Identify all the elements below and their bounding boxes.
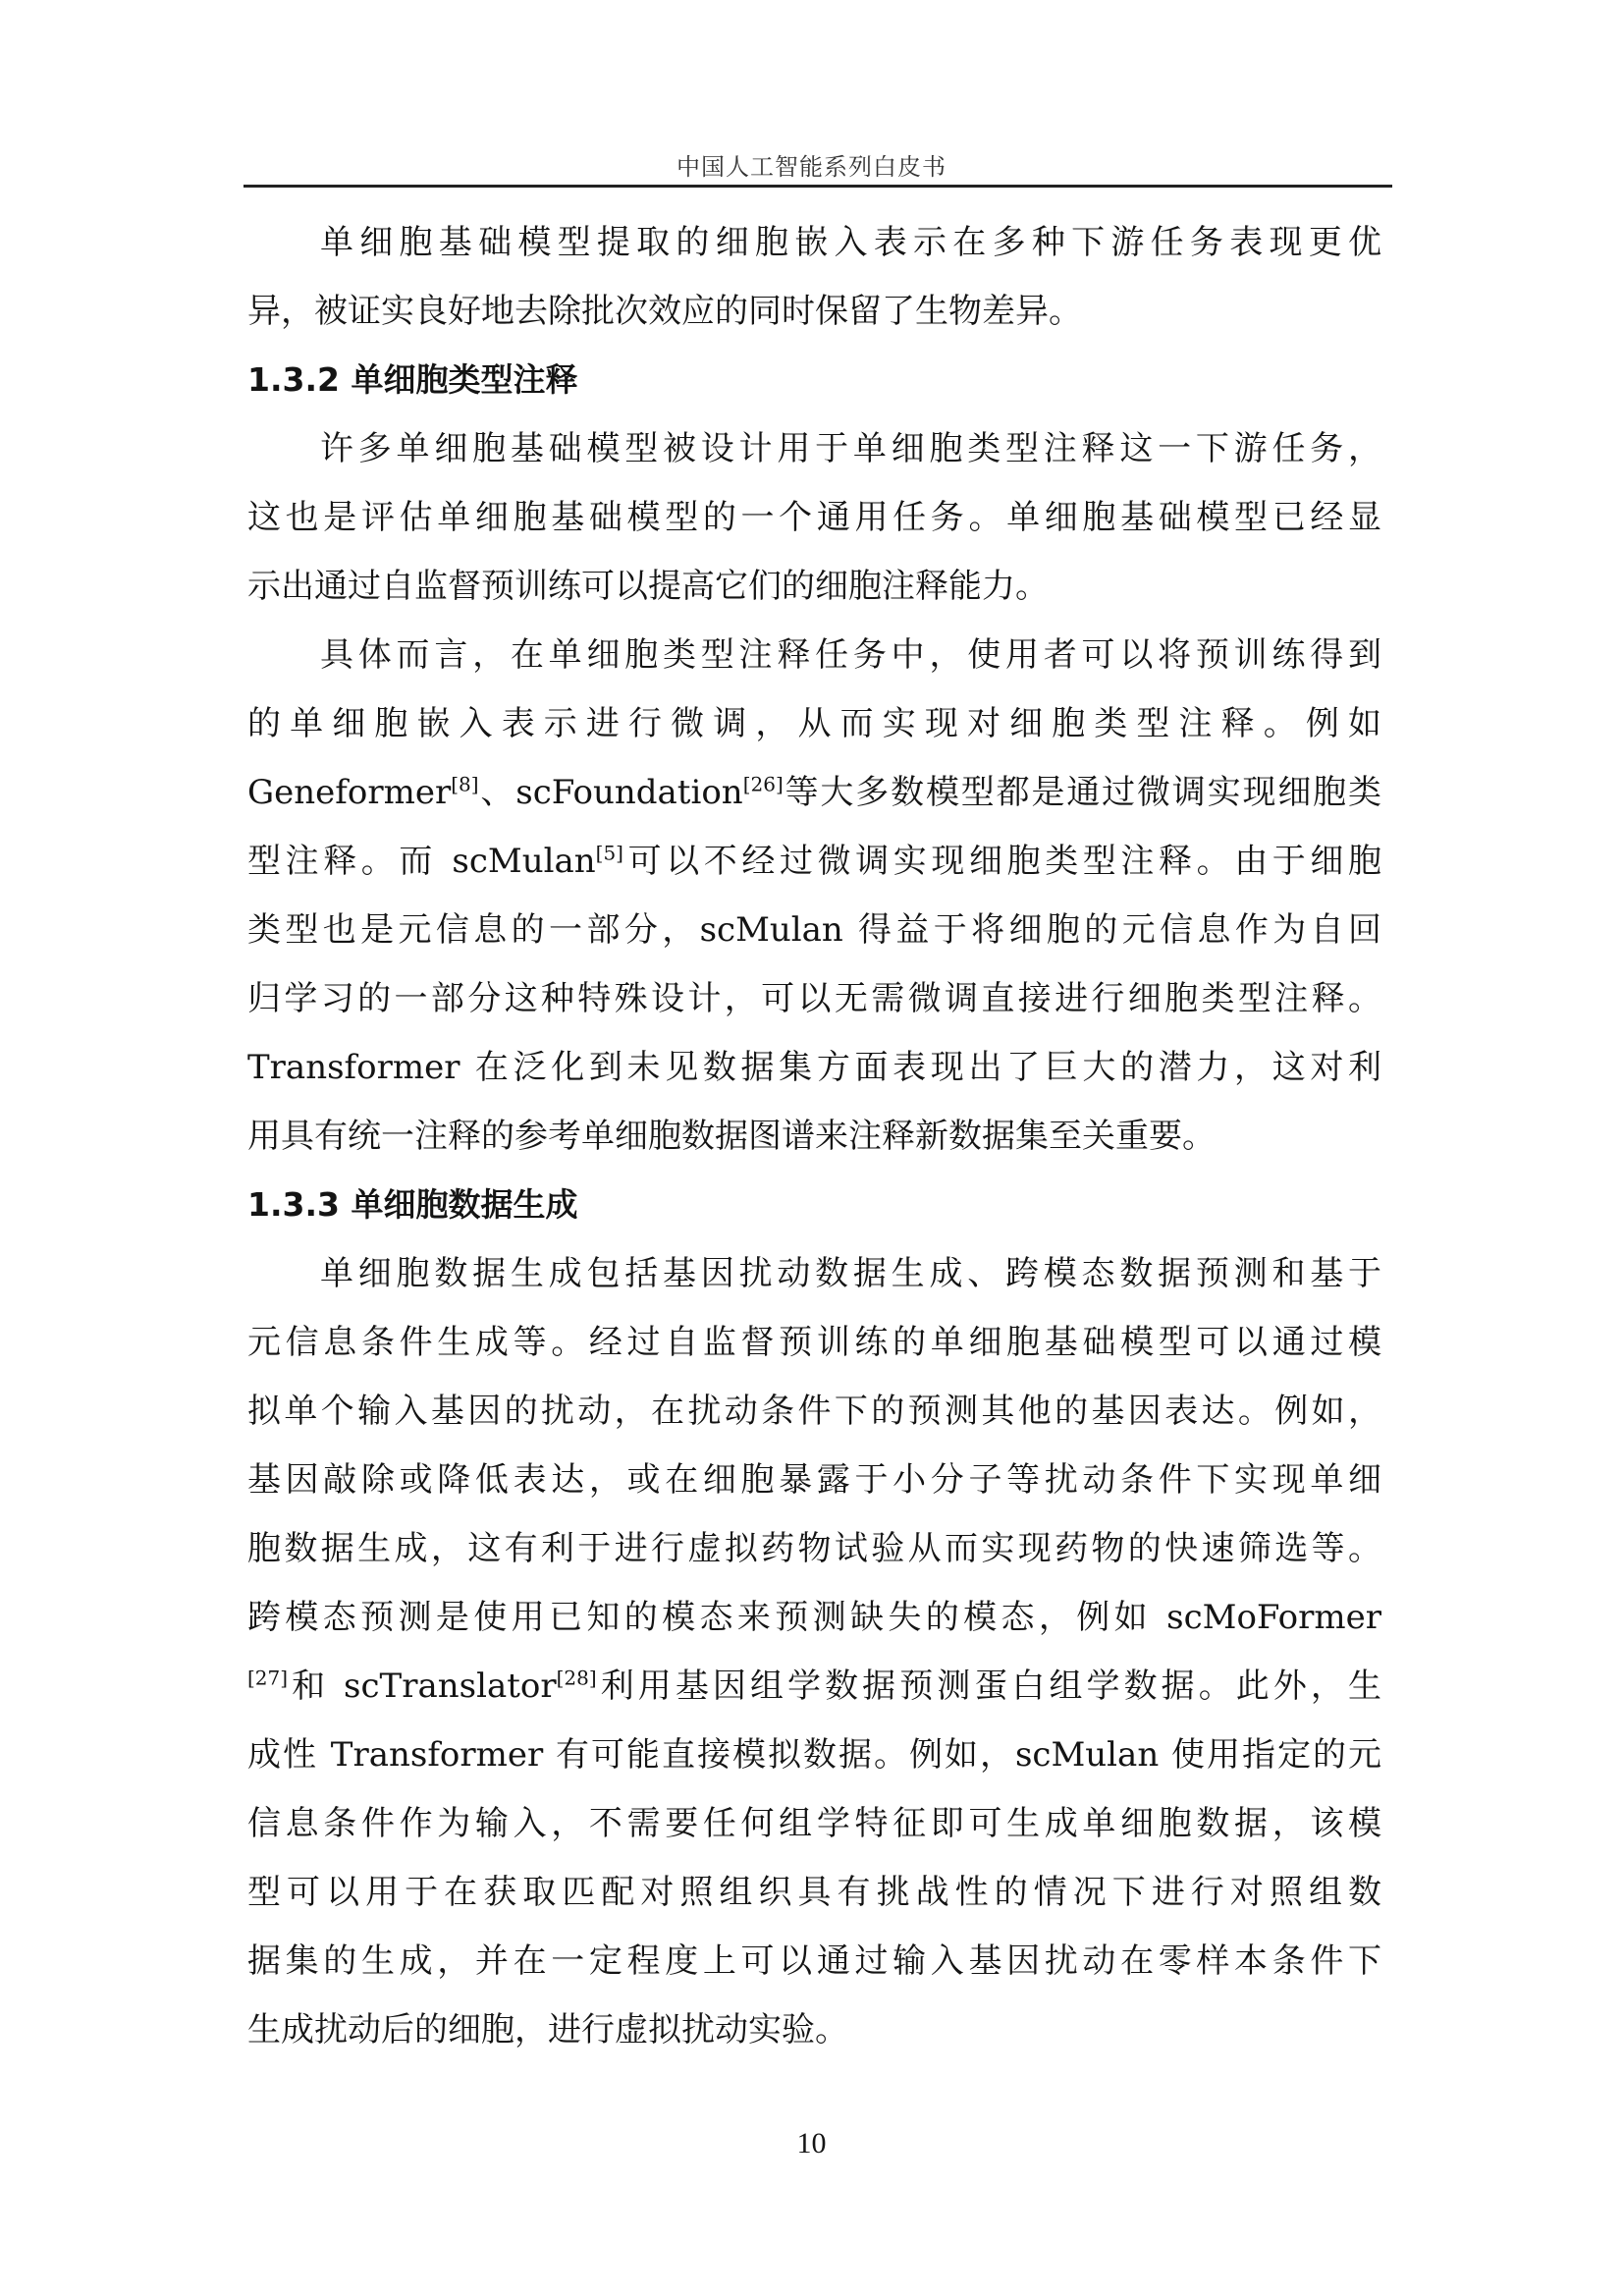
text-line: 用具有统一注释的参考单细胞数据图谱来注释新数据集至关重要。 <box>247 1117 1216 1156</box>
section-heading <box>247 346 1381 414</box>
section-title: 单细胞类型注释 <box>351 360 578 399</box>
text-line: 许多单细胞基础模型被设计用于单细胞类型注释这一下游任务， <box>320 429 1381 468</box>
citation: [8] <box>451 772 479 796</box>
text-line: 元信息条件生成等。经过自监督预训练的单细胞基础模型可以通过模 <box>247 1323 1381 1362</box>
section-number: 1.3.3 <box>247 1185 340 1224</box>
text-line: 具体而言，在单细胞类型注释任务中，使用者可以将预训练得到 <box>320 635 1381 675</box>
text-segment: 等大多数模型都是通过微调实现细胞类 <box>783 773 1381 812</box>
text-line: 成性 Transformer 有可能直接模拟数据。例如，scMulan 使用指定的元 <box>247 1735 1381 1775</box>
text-line: 基因敲除或降低表达，或在细胞暴露于小分子等扰动条件下实现单细 <box>247 1460 1381 1500</box>
text-line: 的单细胞嵌入表示进行微调，从而实现对细胞类型注释。例如 <box>247 704 1381 743</box>
header-rule <box>243 185 1392 188</box>
text-line: 单细胞数据生成包括基因扰动数据生成、跨模态数据预测和基于 <box>320 1254 1381 1293</box>
text-line <box>247 827 1381 896</box>
text-line: 型可以用于在获取匹配对照组织具有挑战性的情况下进行对照组数 <box>247 1873 1381 1912</box>
text-segment: 型注释。而 scMulan <box>247 842 596 881</box>
text-segment: 、scFoundation <box>478 773 743 812</box>
text-line: 信息条件作为输入，不需要任何组学特征即可生成单细胞数据，该模 <box>247 1804 1381 1843</box>
text-line: 拟单个输入基因的扰动，在扰动条件下的预测其他的基因表达。例如， <box>247 1392 1381 1431</box>
body-text <box>247 208 1381 2064</box>
citation: [27] <box>247 1666 289 1690</box>
section-heading <box>247 1171 1381 1239</box>
text-line <box>247 758 1381 827</box>
text-line: 单细胞基础模型提取的细胞嵌入表示在多种下游任务表现更优 <box>320 223 1381 262</box>
text-line: Transformer 在泛化到未见数据集方面表现出了巨大的潜力，这对利 <box>247 1048 1381 1087</box>
text-segment: 利用基因组学数据预测蛋白组学数据。此外，生 <box>596 1667 1381 1706</box>
citation: [28] <box>556 1666 597 1690</box>
text-segment: Geneformer <box>247 773 452 812</box>
text-line: 异，被证实良好地去除批次效应的同时保留了生物差异。 <box>247 292 1082 331</box>
citation: [5] <box>595 841 623 865</box>
text-line: 生成扰动后的细胞，进行虚拟扰动实验。 <box>247 2010 848 2050</box>
text-line: 类型也是元信息的一部分，scMulan 得益于将细胞的元信息作为自回 <box>247 910 1381 950</box>
page-number: 10 <box>796 2127 827 2159</box>
citation: [26] <box>742 772 784 796</box>
text-line: 胞数据生成，这有利于进行虚拟药物试验从而实现药物的快速筛选等。 <box>247 1529 1381 1568</box>
running-header: 中国人工智能系列白皮书 <box>676 153 947 181</box>
text-segment: 可以不经过微调实现细胞类型注释。由于细胞 <box>623 842 1381 881</box>
text-segment: 和 scTranslator <box>288 1667 557 1706</box>
text-line: 示出通过自监督预训练可以提高它们的细胞注释能力。 <box>247 567 1049 606</box>
text-line <box>247 1652 1381 1721</box>
section-number: 1.3.2 <box>247 360 340 399</box>
text-line: 跨模态预测是使用已知的模态来预测缺失的模态，例如 scMoFormer <box>247 1598 1381 1637</box>
section-title: 单细胞数据生成 <box>351 1185 578 1224</box>
text-line: 归学习的一部分这种特殊设计，可以无需微调直接进行细胞类型注释。 <box>247 979 1381 1018</box>
text-line: 据集的生成，并在一定程度上可以通过输入基因扰动在零样本条件下 <box>247 1941 1381 1981</box>
text-line: 这也是评估单细胞基础模型的一个通用任务。单细胞基础模型已经显 <box>247 498 1381 537</box>
